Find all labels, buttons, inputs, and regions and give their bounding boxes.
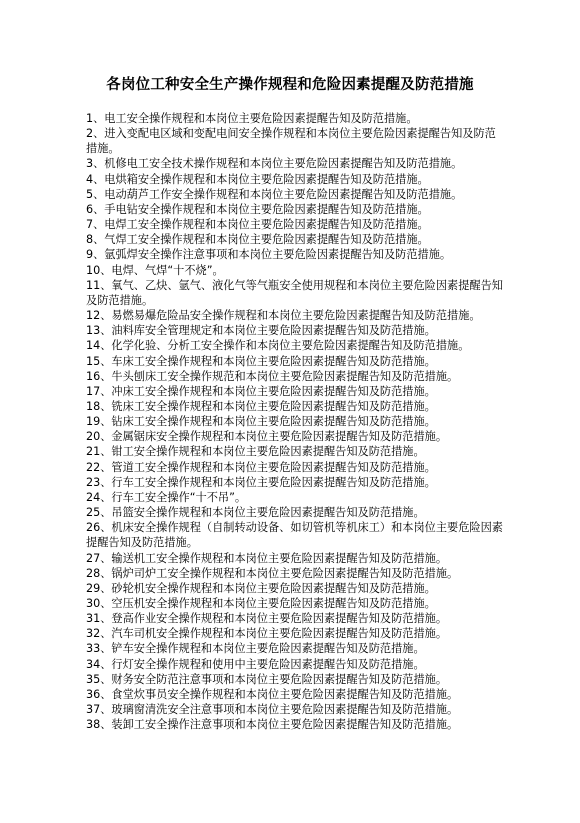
list-item: 30、空压机安全操作规程和本岗位主要危险因素提醒告知及防范措施。 <box>86 597 436 610</box>
list-item: 29、砂轮机安全操作规程和本岗位主要危险因素提醒告知及防范措施。 <box>86 581 436 595</box>
document-title: 各岗位工种安全生产操作规程和危险因素提醒及防范措施 <box>106 77 474 93</box>
list-item: 4、电烘箱安全操作规程和本岗位主要危险因素提醒告知及防范措施。 <box>86 172 429 186</box>
list-item: 10、电焊、气焊“十不烧”。 <box>86 263 224 277</box>
list-item: 11、氧气、乙炔、氩气、液化气等气瓶安全使用规程和本岗位主要危险因素提醒告知及防范措施。 <box>86 278 503 307</box>
list-item: 8、气焊工安全操作规程和本岗位主要危险因素提醒告知及防范措施。 <box>86 233 429 247</box>
list-item: 9、氩弧焊安全操作注意事项和本岗位主要危险因素提醒告知及防范措施。 <box>86 248 452 262</box>
list-item: 12、易燃易爆危险品安全操作规程和本岗位主要危险因素提醒告知及防范措施。 <box>86 309 481 323</box>
list-item: 34、行灯安全操作规程和使用中主要危险因素提醒告知及防范措施。 <box>86 657 425 671</box>
list-item: 14、化学化验、分析工安全操作和本岗位主要危险因素提醒告知及防范措施。 <box>86 339 470 353</box>
list-item: 18、铣床工安全操作规程和本岗位主要危险因素提醒告知及防范措施。 <box>86 399 436 413</box>
list-item: 35、财务安全防范注意事项和本岗位主要危险因素提醒告知及防范措施。 <box>86 672 448 686</box>
list-item: 25、吊篮安全操作规程和本岗位主要危险因素提醒告知及防范措施。 <box>86 506 425 520</box>
list-item: 26、机床安全操作规程（自制转动设备、如切管机等机床工）和本岗位主要危险因素提醒告知及防范措施。 <box>86 521 503 550</box>
list-item: 7、电焊工安全操作规程和本岗位主要危险因素提醒告知及防范措施。 <box>86 218 429 232</box>
list-item: 31、登高作业安全操作规程和本岗位主要危险因素提醒告知及防范措施。 <box>86 612 448 626</box>
list-item: 38、装卸工安全操作注意事项和本岗位主要危险因素提醒告知及防范措施。 <box>86 718 459 732</box>
list-item: 28、锅炉司炉工安全操作规程和本岗位主要危险因素提醒告知及防范措施。 <box>86 566 459 580</box>
list-item: 37、玻璃窗清洗安全注意事项和本岗位主要危险因素提醒告知及防范措施。 <box>86 703 459 717</box>
list-item: 33、铲车安全操作规程和本岗位主要危险因素提醒告知及防范措施。 <box>86 642 425 656</box>
list-item: 21、钳工安全操作规程和本岗位主要危险因素提醒告知及防范措施。 <box>86 445 425 459</box>
list-item: 22、管道工安全操作规程和本岗位主要危险因素提醒告知及防范措施。 <box>86 460 436 474</box>
list-item: 1、电工安全操作规程和本岗位主要危险因素提醒告知及防范措施。 <box>86 112 418 125</box>
list-item: 3、机修电工安全技术操作规程和本岗位主要危险因素提醒告知及防范措施。 <box>86 157 463 171</box>
list-item: 17、冲床工安全操作规程和本岗位主要危险因素提醒告知及防范措施。 <box>86 384 436 398</box>
list-item: 23、行车工安全操作规程和本岗位主要危险因素提醒告知及防范措施。 <box>86 475 436 489</box>
list-item: 36、食堂炊事员安全操作规程和本岗位主要危险因素提醒告知及防范措施。 <box>86 687 459 701</box>
list-item: 16、牛头刨床工安全操作规范和本岗位主要危险因素提醒告知及防范措施。 <box>86 369 459 383</box>
list-item: 20、金属锯床安全操作规程和本岗位主要危险因素提醒告知及防范措施。 <box>86 430 448 444</box>
list-item: 27、输送机工安全操作规程和本岗位主要危险因素提醒告知及防范措施。 <box>86 551 448 565</box>
list-item: 19、钻床工安全操作规程和本岗位主要危险因素提醒告知及防范措施。 <box>86 415 436 429</box>
list-item: 5、电动葫芦工作安全操作规程和本岗位主要危险因素提醒告知及防范措施。 <box>86 187 463 201</box>
list-item: 2、进入变配电区域和变配电间安全操作规程和本岗位主要危险因素提醒告知及防范措施。 <box>86 127 496 156</box>
list-item: 6、手电钻安全操作规程和本岗位主要危险因素提醒告知及防范措施。 <box>86 202 429 216</box>
list-item: 15、车床工安全操作规程和本岗位主要危险因素提醒告知及防范措施。 <box>86 354 436 368</box>
list-item: 32、汽车司机安全操作规程和本岗位主要危险因素提醒告知及防范措施。 <box>86 627 448 641</box>
list-item: 13、油料库安全管理规定和本岗位主要危险因素提醒告知及防范措施。 <box>86 324 436 338</box>
item-list <box>86 111 506 732</box>
list-item: 24、行车工安全操作“十不吊”。 <box>86 490 247 504</box>
